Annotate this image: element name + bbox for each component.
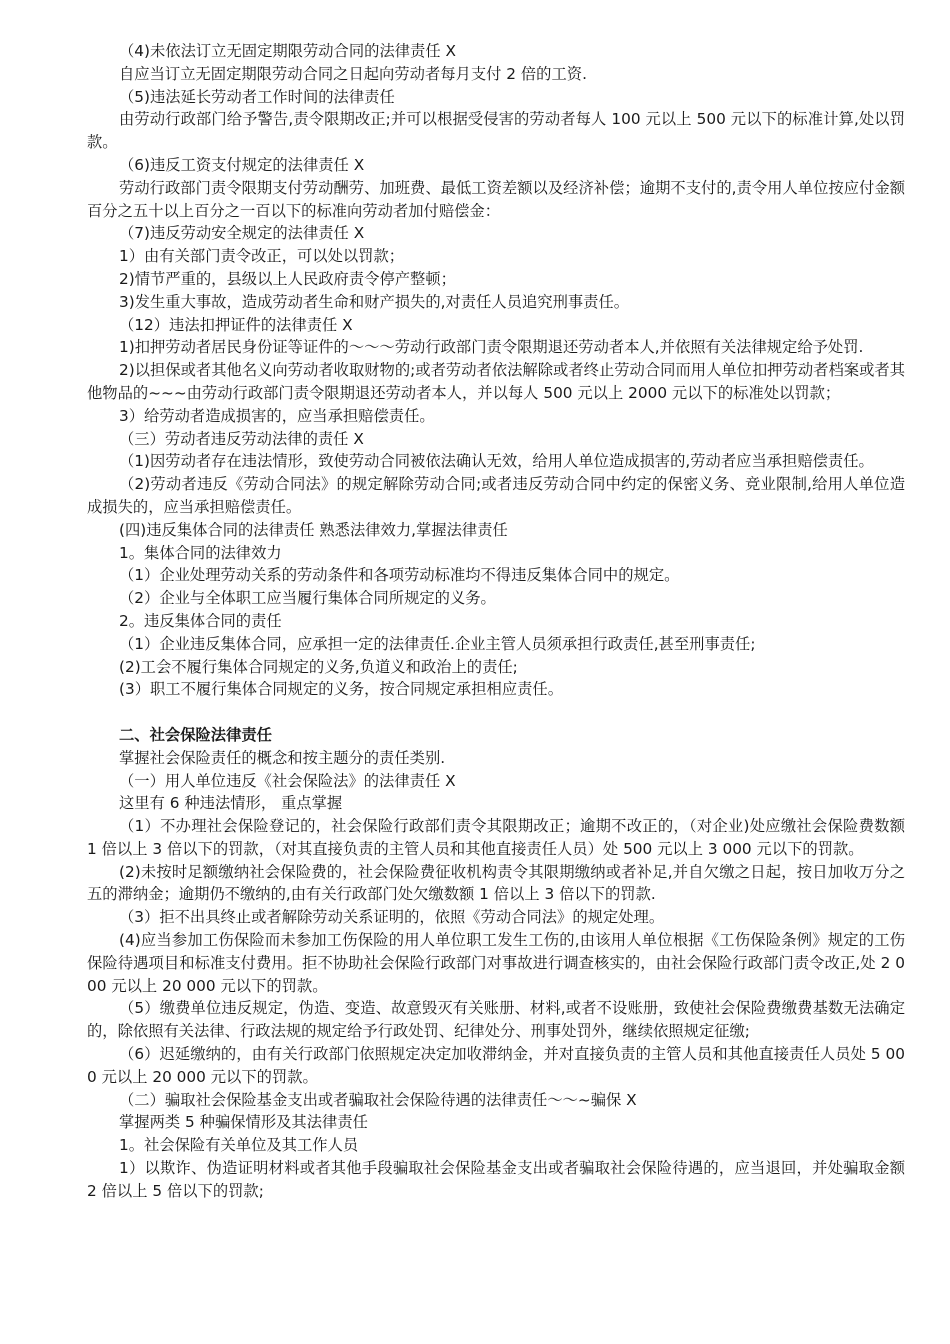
paragraph: (四)违反集体合同的法律责任 熟悉法律效力,掌握法律责任 <box>119 520 508 539</box>
paragraph: (2)未按时足额缴纳社会保险费的，社会保险费征收机构责令其限期缴纳或者补足,并自欠缴之日起，按日加收万分之五的滞纳金；逾期仍不缴纳的,由有关行政部门处欠缴数额 1 倍以上 3 倍以下的罚款. <box>87 862 905 904</box>
paragraph: 2。违反集体合同的责任 <box>119 611 282 630</box>
paragraph: （7)违反劳动安全规定的法律责任 X <box>119 224 365 243</box>
paragraph: （4)未依法订立无固定期限劳动合同的法律责任 X <box>119 42 456 60</box>
paragraph: 由劳动行政部门给予警告,责令限期改正;并可以根据受侵害的劳动者每人 100 元以上 500 元以下的标准计算,处以罚款。 <box>87 110 905 152</box>
paragraph: 这里有 6 种违法情形， 重点掌握 <box>119 794 343 813</box>
paragraph: 3）给劳动者造成损害的，应当承担赔偿责任。 <box>119 406 435 425</box>
paragraph: （2）企业与全体职工应当履行集体合同所规定的义务。 <box>119 589 496 608</box>
paragraph: （一）用人单位违反《社会保险法》的法律责任 X <box>119 771 456 790</box>
paragraph: 1）由有关部门责令改正，可以处以罚款； <box>119 247 405 266</box>
paragraph: （三）劳动者违反劳动法律的责任 X <box>119 429 364 448</box>
paragraph: 2)情节严重的，县级以上人民政府责令停产整顿； <box>119 269 456 288</box>
paragraph: 2)以担保或者其他名义向劳动者收取财物的;或者劳动者依法解除或者终止劳动合同而用人单位扣押劳动者档案或者其他物品的~~~由劳动行政部门责令限期退还劳动者本人，并以每人 500 元以上 2000 元以下的标准处以罚款； <box>87 361 905 402</box>
paragraph: 自应当订立无固定期限劳动合同之日起向劳动者每月支付 2 倍的工资. <box>119 64 587 83</box>
paragraph: （5）缴费单位违反规定，伪造、变造、故意毁灭有关账册、材料,或者不设账册，致使社会保险费缴费基数无法确定的，除依照有关法律、行政法规的规定给予行政处罚、纪律处分、刑事处罚外，继续依照规定征缴; <box>87 999 905 1041</box>
section-heading: 二、社会保险法律责任 <box>119 725 272 744</box>
paragraph: （1）不办理社会保险登记的，社会保险行政部们责令其限期改正；逾期不改正的，（对企业)处应缴社会保险费数额 1 倍以上 3 倍以下的罚款，（对其直接负责的主管人员和其他直接责任人员）处 500 元以上 3 000 元以下的罚款。 <box>87 817 905 858</box>
paragraph: （6）迟延缴纳的，由有关行政部门依照规定决定加收滞纳金，并对直接负责的主管人员和其他直接责任人员处 5 000 元以上 20 000 元以下的罚款。 <box>87 1045 905 1086</box>
paragraph: （1)因劳动者存在违法情形，致使劳动合同被依法确认无效，给用人单位造成损害的,劳动者应当承担赔偿责任。 <box>119 452 874 471</box>
paragraph: 1。社会保险有关单位及其工作人员 <box>119 1136 359 1155</box>
paragraph: 1）以欺诈、伪造证明材料或者其他手段骗取社会保险基金支出或者骗取社会保险待遇的，应当退回，并处骗取金额 2 倍以上 5 倍以下的罚款; <box>87 1159 905 1200</box>
paragraph: 3)发生重大事故，造成劳动者生命和财产损失的,对责任人员追究刑事责任。 <box>119 292 630 311</box>
paragraph: (3）职工不履行集体合同规定的义务，按合同规定承担相应责任。 <box>119 680 564 699</box>
paragraph: (2)工会不履行集体合同规定的义务,负道义和政治上的责任; <box>119 657 518 676</box>
paragraph: 劳动行政部门责令限期支付劳动酬劳、加班费、最低工资差额以及经济补偿；逾期不支付的,责令用人单位按应付金额百分之五十以上百分之一百以下的标准向劳动者加付赔偿金： <box>87 178 905 220</box>
document-body <box>87 40 905 1203</box>
paragraph: （6)违反工资支付规定的法律责任 X <box>119 155 365 174</box>
paragraph: 掌握社会保险责任的概念和按主题分的责任类别. <box>119 748 446 767</box>
paragraph: （1）企业处理劳动关系的劳动条件和各项劳动标准均不得违反集体合同中的规定。 <box>119 566 680 585</box>
paragraph: （二）骗取社会保险基金支出或者骗取社会保险待遇的法律责任～～~骗保 X <box>119 1090 637 1109</box>
blank-line <box>87 701 905 724</box>
paragraph: 1)扣押劳动者居民身份证等证件的～～～劳动行政部门责令限期退还劳动者本人,并依照有关法律规定给予处罚. <box>119 338 864 357</box>
paragraph: （12）违法扣押证件的法律责任 X <box>119 315 353 334</box>
paragraph: (4)应当参加工伤保险而未参加工伤保险的用人单位职工发生工伤的,由该用人单位根据《工伤保险条例》规定的工伤保险待遇项目和标准支付费用。拒不协助社会保险行政部门对事故进行调查核实的，由社会保险行政部门责令改正,处 2 000 元以上 20 000 元以下的罚款。 <box>87 931 905 995</box>
paragraph: （1）企业违反集体合同，应承担一定的法律责任.企业主管人员须承担行政责任,甚至刑事责任; <box>119 634 756 653</box>
paragraph: （3）拒不出具终止或者解除劳动关系证明的，依照《劳动合同法》的规定处理。 <box>119 908 665 927</box>
paragraph: 掌握两类 5 种骗保情形及其法律责任 <box>119 1113 368 1132</box>
paragraph: （5)违法延长劳动者工作时间的法律责任 <box>119 87 395 106</box>
paragraph: 1。集体合同的法律效力 <box>119 543 282 562</box>
paragraph: （2)劳动者违反《劳动合同法》的规定解除劳动合同;或者违反劳动合同中约定的保密义务、竞业限制,给用人单位造成损失的，应当承担赔偿责任。 <box>87 475 905 516</box>
